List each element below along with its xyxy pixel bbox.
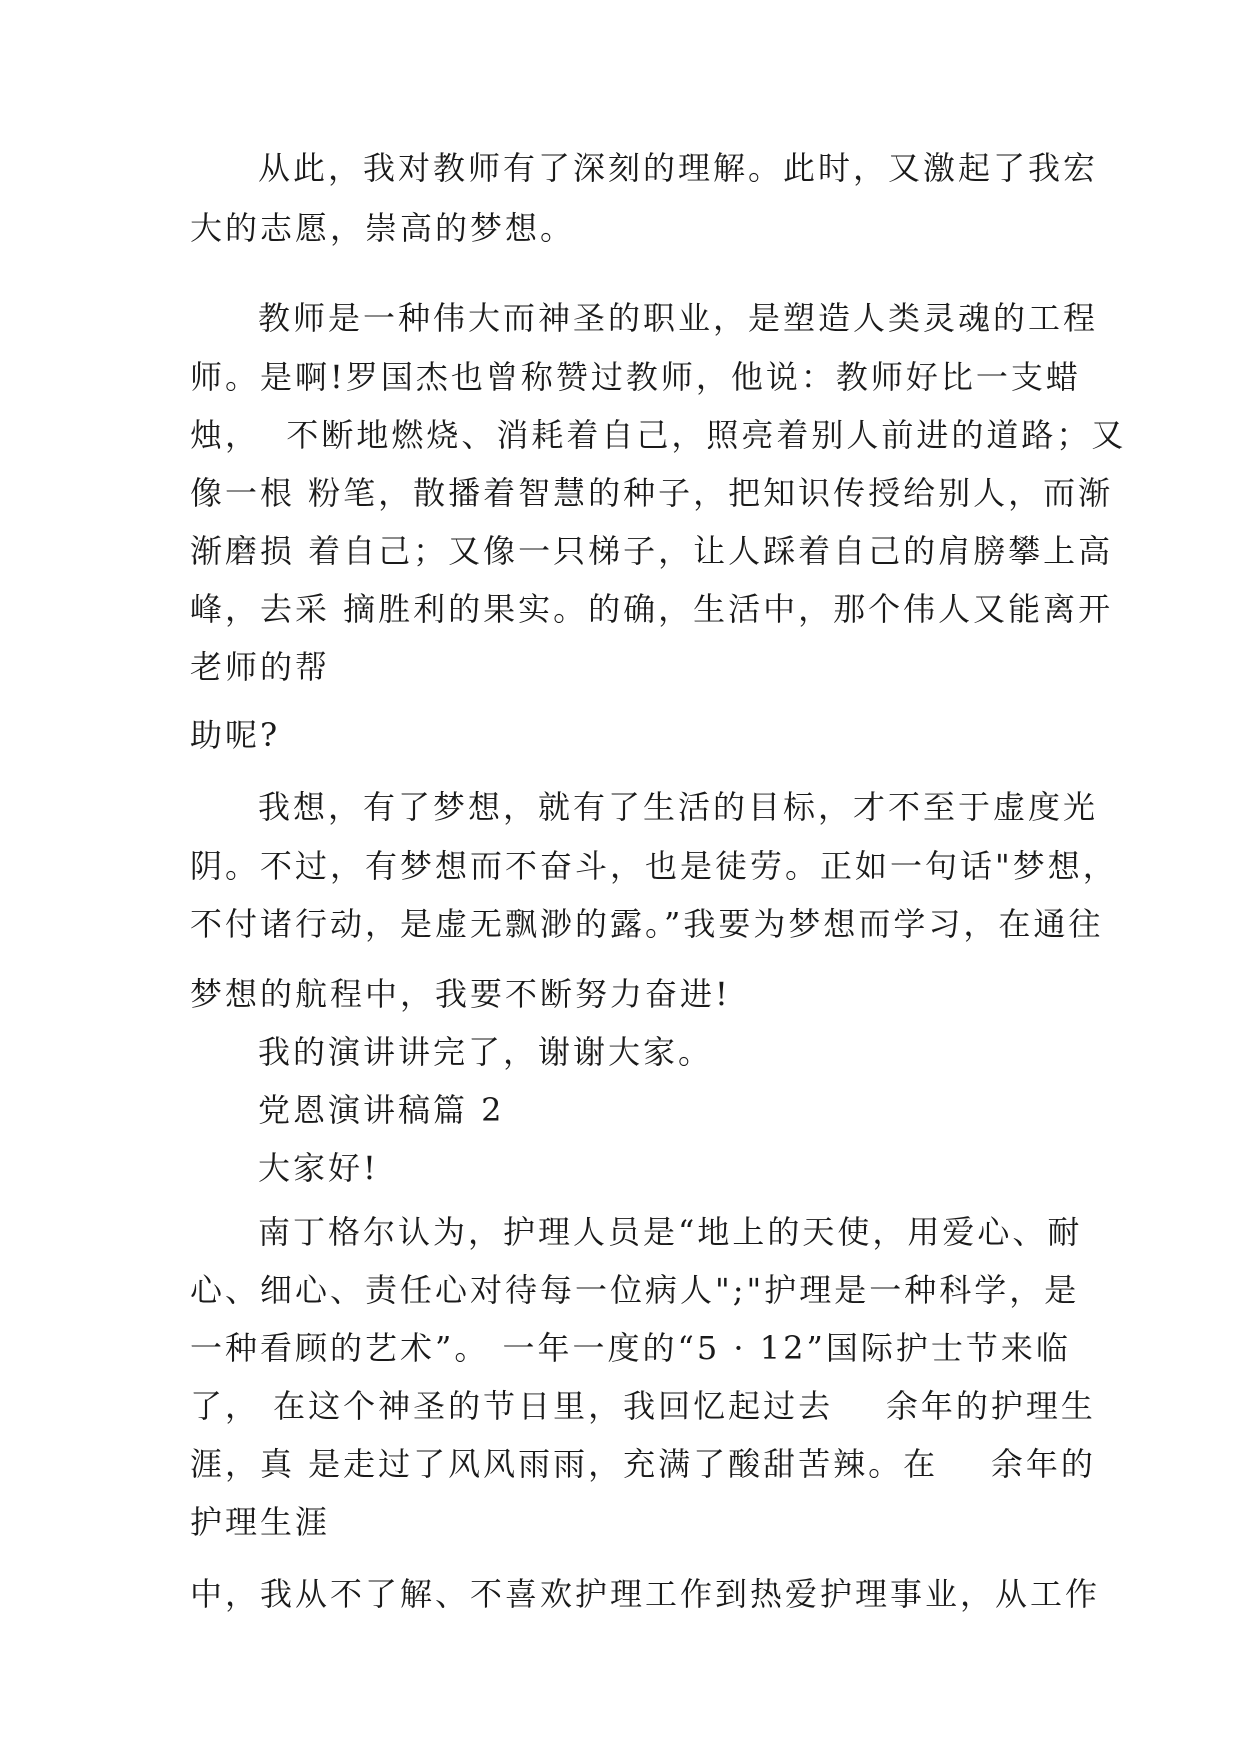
text-line: 老师的帮 [190, 648, 331, 686]
text-line: 不付诸行动，是虚无飘渺的露。”我要为梦想而学习，在通往 [190, 905, 1104, 943]
text-line: 峰，去采 摘胜利的果实。的确，生活中，那个伟人又能离开 [190, 590, 1114, 628]
text-line: 从此，我对教师有了深刻的理解。此时，又激起了我宏 [258, 149, 1099, 187]
section-heading: 党恩演讲稿篇 2 [258, 1091, 505, 1129]
text-line: 我想，有了梦想，就有了生活的目标，才不至于虚度光 [258, 788, 1099, 826]
text-line: 渐磨损 着自己；又像一只梯子，让人踩着自己的肩膀攀上高 [190, 532, 1114, 570]
text-line: 大的志愿，崇高的梦想。 [190, 209, 576, 247]
text-line: 中，我从不了解、不喜欢护理工作到热爱护理事业，从工作 [190, 1575, 1101, 1613]
text-line: 我的演讲讲完了，谢谢大家。 [258, 1033, 714, 1071]
text-line: 烛， 不断地燃烧、消耗着自己，照亮着别人前进的道路；又 [190, 416, 1127, 454]
text-line: 涯，真 是走过了风风雨雨，充满了酸甜苦辣。在 余年的 [190, 1445, 1096, 1483]
text-line: 像一根 粉笔，散播着智慧的种子，把知识传授给别人，而渐 [190, 474, 1114, 512]
text-line: 大家好! [258, 1149, 379, 1187]
text-line: 心、细心、责任心对待每一位病人";"护理是一种科学，是 [190, 1271, 1080, 1309]
text-line: 护理生涯 [190, 1503, 331, 1541]
text-line: 助呢? [190, 716, 281, 754]
text-line: 阴。不过，有梦想而不奋斗，也是徒劳。正如一句话"梦想， [190, 847, 1118, 885]
text-line: 梦想的航程中，我要不断努力奋进! [190, 975, 731, 1013]
text-line: 师。是啊!罗国杰也曾称赞过教师，他说：教师好比一支蜡 [190, 358, 1081, 396]
text-line: 南丁格尔认为，护理人员是“地上的天使，用爱心、耐 [258, 1213, 1083, 1251]
text-line: 一种看顾的艺术”。 一年一度的“5 · 12”国际护士节来临 [190, 1329, 1071, 1367]
text-line: 教师是一种伟大而神圣的职业，是塑造人类灵魂的工程 [258, 299, 1099, 337]
text-line: 了， 在这个神圣的节日里，我回忆起过去 余年的护理生 [190, 1387, 1096, 1425]
